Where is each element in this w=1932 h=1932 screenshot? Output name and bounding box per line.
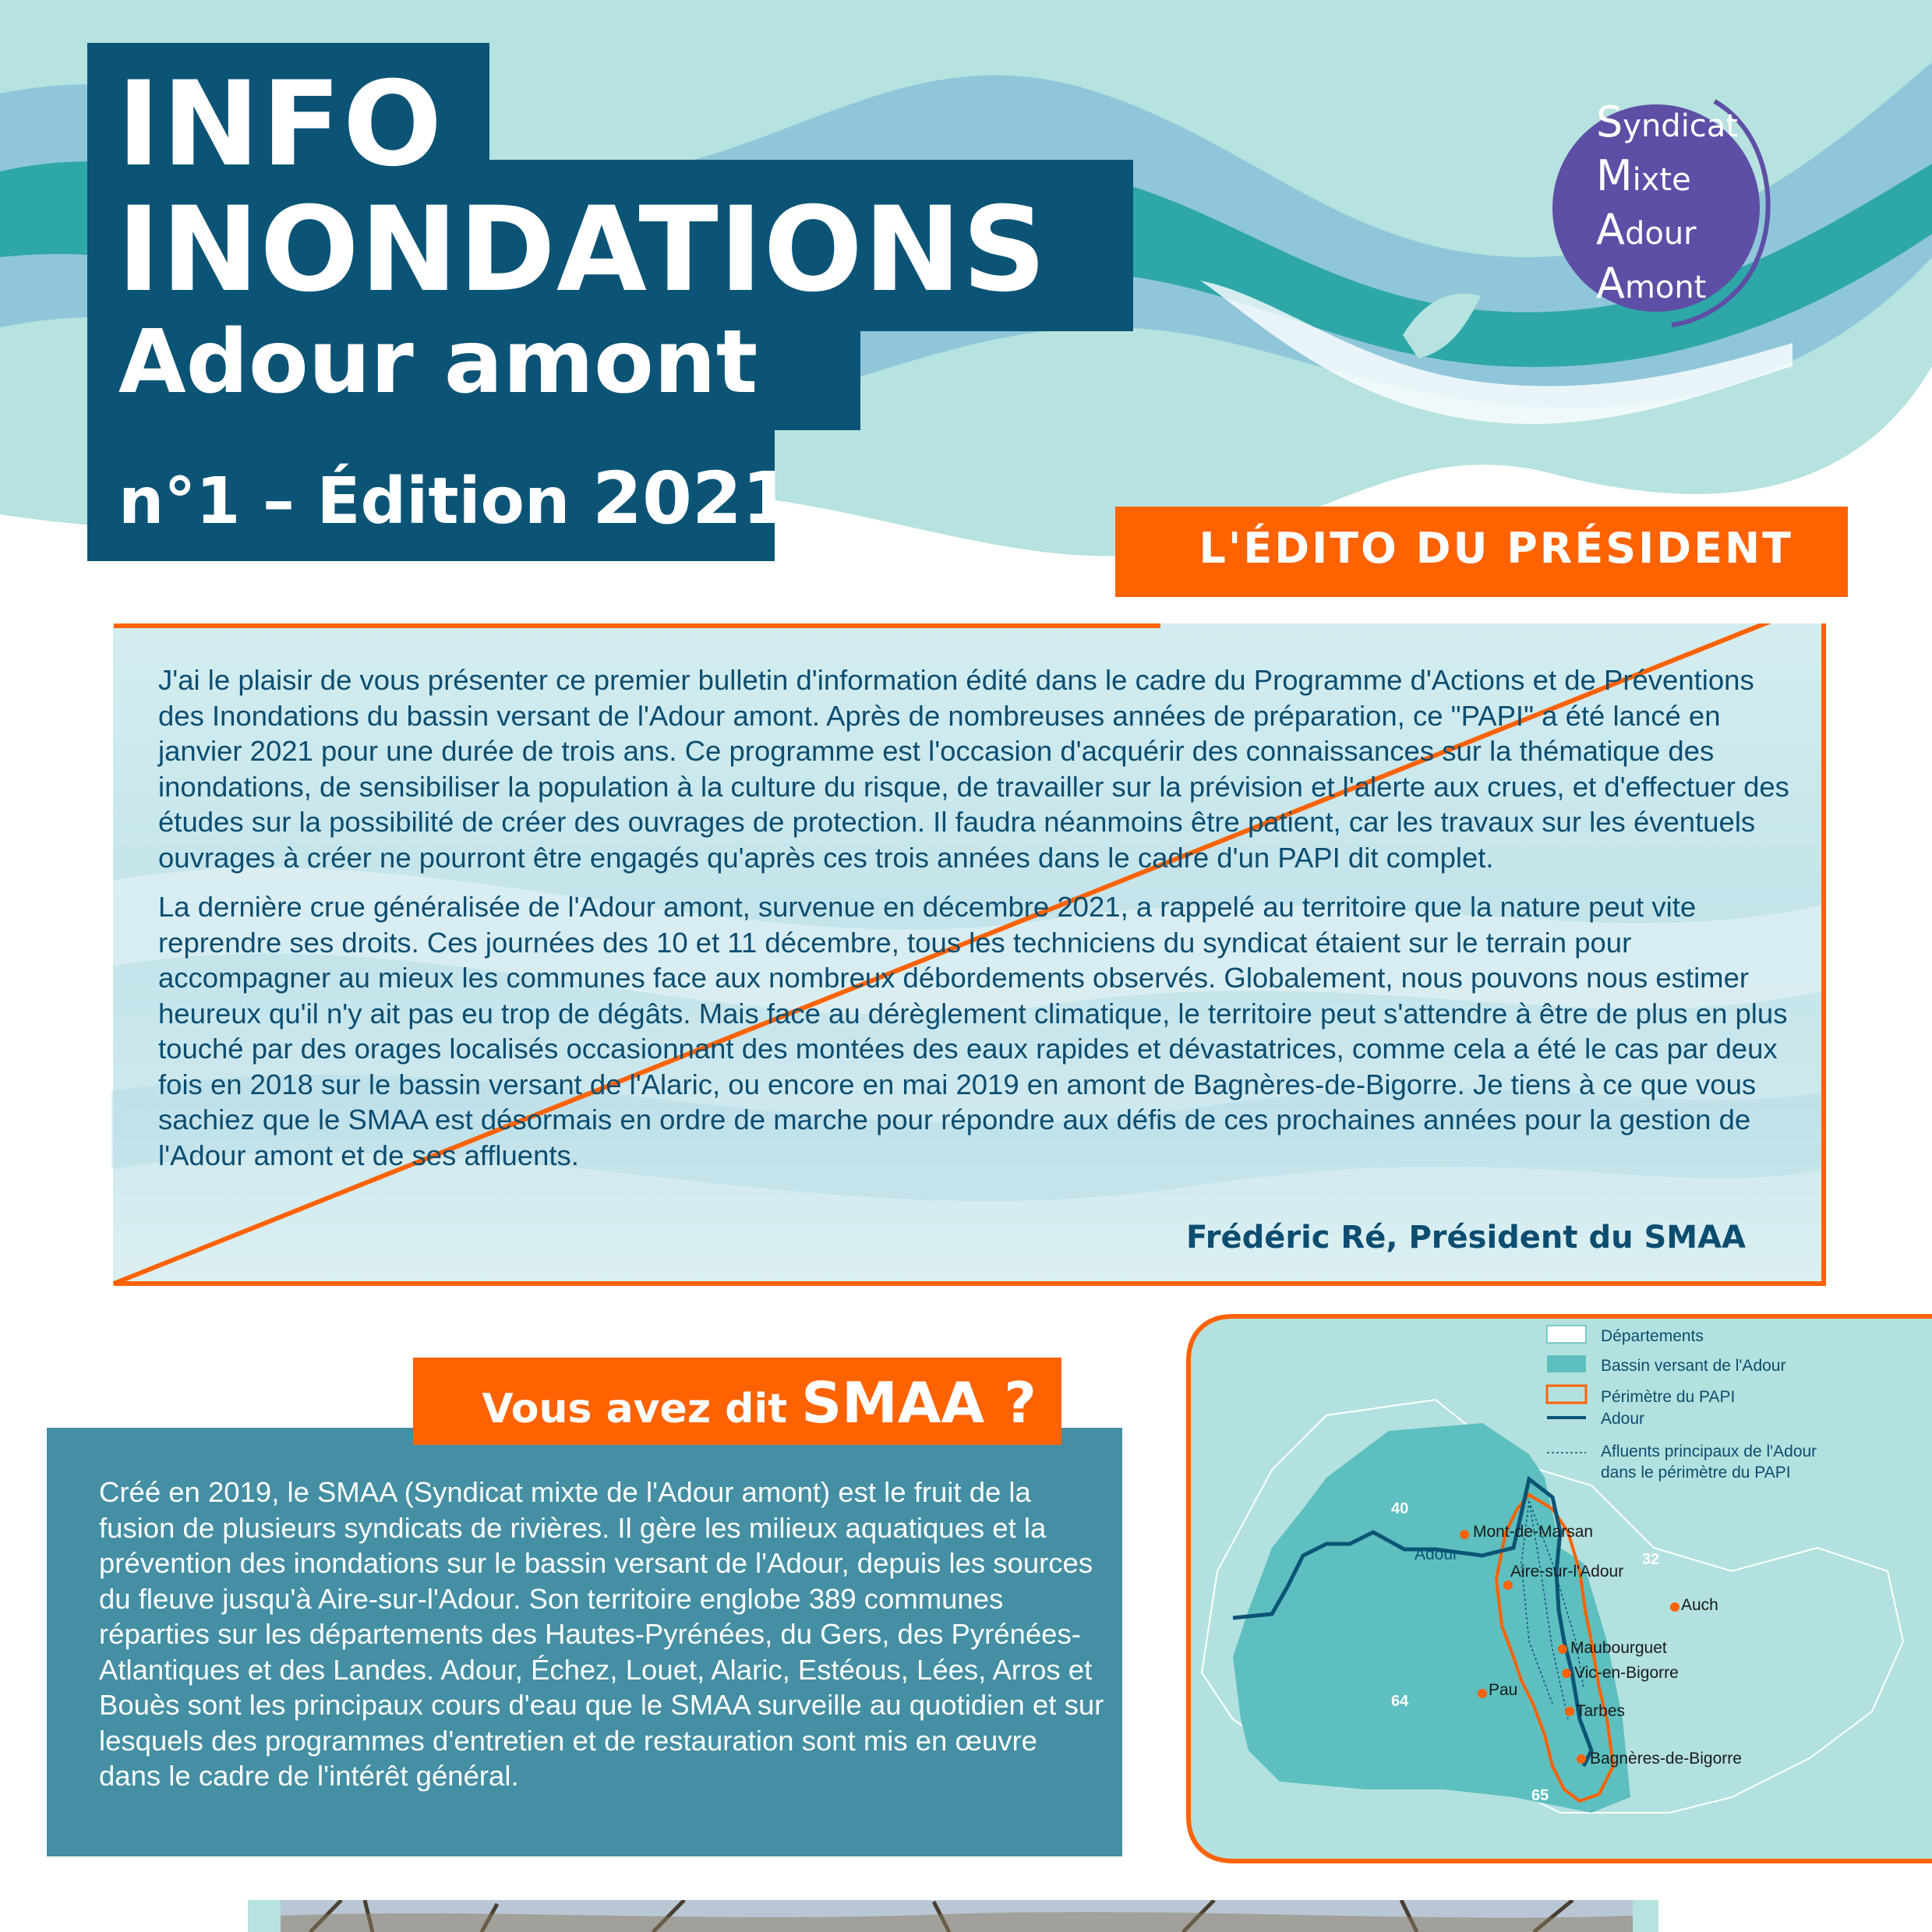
city-bagneres-de-bigorre: Bagnères-de-Bigorre xyxy=(1590,1750,1742,1768)
title-inondations: INONDATIONS xyxy=(117,182,1047,318)
logo-line: Mixte xyxy=(1596,151,1691,200)
dept-label: 65 xyxy=(1531,1787,1549,1804)
dept-label: 64 xyxy=(1391,1693,1409,1710)
edito-signature: Frédéric Ré, Président du SMAA xyxy=(1185,1220,1746,1256)
edito-text xyxy=(158,662,1803,1187)
edition-prefix: n°1 – Édition xyxy=(118,464,570,539)
legend-affluents: Afluents principaux de l'Adour xyxy=(1601,1443,1817,1460)
bottom-photo xyxy=(248,1900,1658,1932)
city-maubourguet: Maubourguet xyxy=(1570,1639,1667,1657)
smaa-heading-prefix: Vous avez dit xyxy=(482,1386,788,1432)
edition-year: 2021 xyxy=(592,457,792,540)
city-tarbes: Tarbes xyxy=(1576,1702,1626,1720)
title-adour-amont: Adour amont xyxy=(118,312,758,413)
dept-label: 40 xyxy=(1391,1500,1409,1517)
smaa-heading-big: SMAA ? xyxy=(801,1370,1037,1436)
legend-perimetre: Périmètre du PAPI xyxy=(1601,1388,1736,1406)
edito-paragraph: J'ai le plaisir de vous présenter ce premier bulletin d'information édité dans le cadre du Programme d'Actions et de Préventions des Inondations du bassin versant de l'Adour amont. Après de nombreuses années de préparation, ce "PAPI" a été lancé en janvier 2021 pour une durée de trois ans. Ce programme est l'occasion d'acquérir des connaissances sur la thématique des inondations, de sensibiliser la population à la culture du risque, de travailler sur la prévision et l'alerte aux crues, et d'effectuer des études sur la possibilité de créer des ouvrages de protection. Il faudra néanmoins être patient, car les travaux sur les éventuels ouvrages à créer ne pourront être engagés qu'après ces trois années dans le cadre d'un PAPI dit complet. xyxy=(158,664,1789,874)
legend-bassin: Bassin versant de l'Adour xyxy=(1601,1357,1786,1375)
logo-line: Amont xyxy=(1596,259,1707,308)
logo-line: Adour xyxy=(1596,205,1697,254)
legend-departements: Départements xyxy=(1601,1327,1704,1345)
city-pau: Pau xyxy=(1489,1681,1518,1699)
smaa-heading xyxy=(413,1364,1037,1448)
dept-label: 32 xyxy=(1642,1551,1660,1568)
city-vic-en-bigorre: Vic-en-Bigorre xyxy=(1574,1664,1679,1682)
city-aire-sur-l-adour: Aire-sur-l'Adour xyxy=(1510,1563,1624,1581)
edito-heading: L'ÉDITO DU PRÉSIDENT xyxy=(1199,524,1793,573)
smaa-logo-text xyxy=(1596,97,1738,313)
edition-label xyxy=(118,456,792,545)
legend-adour: Adour xyxy=(1601,1410,1645,1428)
logo-line: Syndicat xyxy=(1596,97,1738,147)
city-mont-de-marsan: Mont-de-Marsan xyxy=(1473,1523,1594,1541)
city-auch: Auch xyxy=(1681,1596,1718,1614)
title-info: INFO xyxy=(117,57,444,192)
map xyxy=(1186,1314,1932,1863)
legend-affluents: dans le périmètre du PAPI xyxy=(1601,1464,1791,1482)
smaa-text: Créé en 2019, le SMAA (Syndicat mixte de l'Adour amont) est le fruit de la fusion de plusieurs syndicats de rivières. Il gère les milieux aquatiques et la prévention des inondations sur le bassin versant de l'Adour, depuis les sources du fleuve jusqu'à Aire-sur-l'Adour. Son territoire englobe 389 communes réparties sur les départements des Hautes-Pyrénées, du Gers, des Pyrénées-Atlantiques et des Landes. Adour, Échez, Louet, Alaric, Estéous, Lées, Arros et Bouès sont les principaux cours d'eau que le SMAA surveille au quotidien et sur lesquels des programmes d'entretien et de restauration sont mis en œuvre dans le cadre de l'intérêt général. xyxy=(99,1476,1104,1792)
river-label: Adour xyxy=(1415,1545,1459,1563)
edito-paragraph: La dernière crue généralisée de l'Adour amont, survenue en décembre 2021, a rappelé au territoire que la nature peut vite reprendre ses droits. Ces journées des 10 et 11 décembre, tous les techniciens du syndicat étaient sur le terrain pour accompagner au mieux les communes face aux nombreux débordements observés. Globalement, nous pouvons nous estimer heureux qu'il n'y ait pas eu trop de dégâts. Mais face au dérèglement climatique, le territoire peut s'attendre à être de plus en plus touché par des orages localisés occasionnant des montées des eaux rapides et dévastatrices, comme cela a été le cas par deux fois en 2018 sur le bassin versant de l'Alaric, ou encore en mai 2019 en amont de Bagnères-de-Bigorre. Je tiens à ce que vous sachiez que le SMAA est désormais en ordre de marche pour répondre aux défis de ces prochaines années pour la gestion de l'Adour amont et de ses affluents. xyxy=(158,891,1788,1171)
